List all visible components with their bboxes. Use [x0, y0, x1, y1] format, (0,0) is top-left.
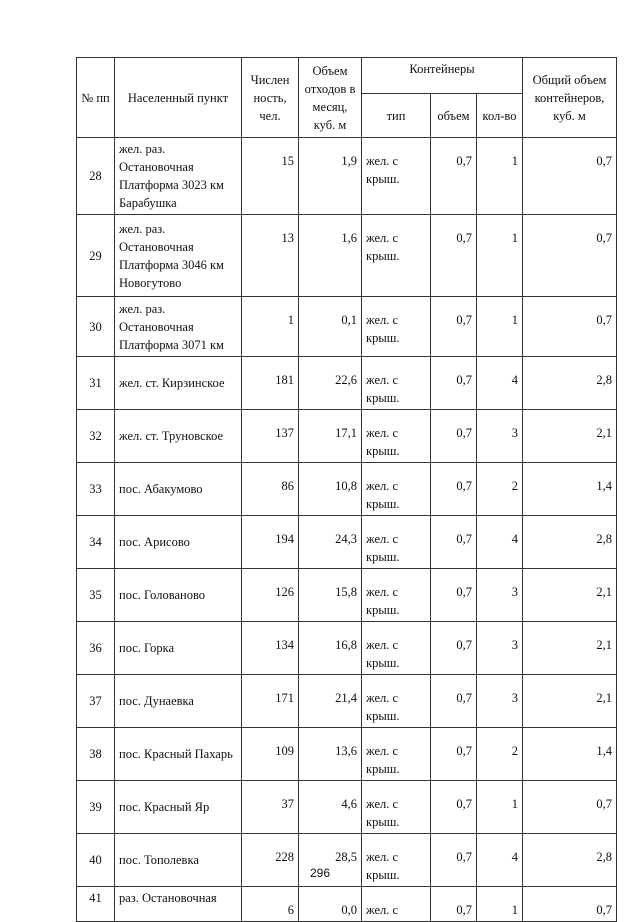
table-row — [77, 887, 617, 922]
population: 228 — [242, 834, 299, 887]
total-container-volume: 0,7 — [523, 887, 617, 922]
row-number: 40 — [77, 834, 115, 887]
row-number: 28 — [77, 138, 115, 215]
population: 171 — [242, 675, 299, 728]
population: 13 — [242, 215, 299, 297]
waste-volume: 1,6 — [299, 215, 362, 297]
row-number: 34 — [77, 516, 115, 569]
total-container-volume: 2,1 — [523, 569, 617, 622]
container-type: жел. с крыш. — [362, 410, 431, 463]
population: 181 — [242, 357, 299, 410]
row-number: 29 — [77, 215, 115, 297]
container-type: жел. с крыш. — [362, 781, 431, 834]
waste-volume: 17,1 — [299, 410, 362, 463]
settlement-name: жел. ст. Труновское — [115, 410, 242, 463]
row-number: 33 — [77, 463, 115, 516]
settlement-name: пос. Тополевка — [115, 834, 242, 887]
table-row — [77, 516, 617, 569]
row-number: 31 — [77, 357, 115, 410]
table-row — [77, 463, 617, 516]
row-number: 36 — [77, 622, 115, 675]
container-volume: 0,7 — [431, 463, 477, 516]
container-count: 3 — [477, 569, 523, 622]
container-count: 3 — [477, 675, 523, 728]
population: 126 — [242, 569, 299, 622]
header-container-volume: объем — [431, 94, 477, 138]
container-type: жел. с крыш. — [362, 138, 431, 215]
container-volume: 0,7 — [431, 516, 477, 569]
row-number: 32 — [77, 410, 115, 463]
settlement-name: пос. Голованово — [115, 569, 242, 622]
population: 86 — [242, 463, 299, 516]
container-count: 1 — [477, 297, 523, 357]
total-container-volume: 2,8 — [523, 834, 617, 887]
container-volume: 0,7 — [431, 622, 477, 675]
waste-volume: 0,0 — [299, 887, 362, 922]
container-volume: 0,7 — [431, 675, 477, 728]
header-container-type: тип — [362, 94, 431, 138]
container-volume: 0,7 — [431, 887, 477, 922]
total-container-volume: 2,1 — [523, 410, 617, 463]
container-type: жел. с крыш. — [362, 463, 431, 516]
waste-volume: 15,8 — [299, 569, 362, 622]
settlement-name: жел. раз. Остановочная Платформа 3071 км — [115, 297, 242, 357]
settlement-name: жел. раз. Остановочная Платформа 3046 км Новогутово — [115, 215, 242, 297]
population: 194 — [242, 516, 299, 569]
header-settlement: Населенный пункт — [115, 58, 242, 138]
container-volume: 0,7 — [431, 834, 477, 887]
container-type: жел. с крыш. — [362, 728, 431, 781]
container-volume: 0,7 — [431, 728, 477, 781]
total-container-volume: 0,7 — [523, 215, 617, 297]
total-container-volume: 2,8 — [523, 357, 617, 410]
container-count: 1 — [477, 215, 523, 297]
page-number: 296 — [309, 866, 331, 880]
container-volume: 0,7 — [431, 410, 477, 463]
row-number: 39 — [77, 781, 115, 834]
container-volume: 0,7 — [431, 357, 477, 410]
header-population: Числен ность, чел. — [242, 58, 299, 138]
container-count: 1 — [477, 781, 523, 834]
header-total-volume: Общий объем контейнеров, куб. м — [523, 58, 617, 138]
container-type: жел. с крыш. — [362, 516, 431, 569]
table-row — [77, 569, 617, 622]
total-container-volume: 1,4 — [523, 728, 617, 781]
table-row — [77, 410, 617, 463]
waste-volume: 1,9 — [299, 138, 362, 215]
container-count: 2 — [477, 463, 523, 516]
header-containers: Контейнеры — [362, 58, 523, 94]
waste-volume: 24,3 — [299, 516, 362, 569]
table-row — [77, 675, 617, 728]
settlement-name: жел. раз. Остановочная Платформа 3023 км Барабушка — [115, 138, 242, 215]
waste-volume: 22,6 — [299, 357, 362, 410]
population: 6 — [242, 887, 299, 922]
container-count: 4 — [477, 357, 523, 410]
settlement-name: пос. Красный Яр — [115, 781, 242, 834]
container-volume: 0,7 — [431, 215, 477, 297]
population: 37 — [242, 781, 299, 834]
total-container-volume: 0,7 — [523, 297, 617, 357]
container-type: жел. с — [362, 887, 431, 922]
table-body — [77, 138, 617, 922]
row-number: 37 — [77, 675, 115, 728]
waste-volume: 4,6 — [299, 781, 362, 834]
settlement-name: пос. Дунаевка — [115, 675, 242, 728]
waste-table — [76, 57, 617, 922]
container-type: жел. с крыш. — [362, 357, 431, 410]
waste-volume: 21,4 — [299, 675, 362, 728]
container-count: 2 — [477, 728, 523, 781]
total-container-volume: 2,1 — [523, 622, 617, 675]
table-row — [77, 728, 617, 781]
waste-volume: 16,8 — [299, 622, 362, 675]
container-count: 4 — [477, 516, 523, 569]
container-count: 4 — [477, 834, 523, 887]
table-row — [77, 357, 617, 410]
row-number: 30 — [77, 297, 115, 357]
row-number: 35 — [77, 569, 115, 622]
container-type: жел. с крыш. — [362, 215, 431, 297]
row-number: 38 — [77, 728, 115, 781]
header-container-count: кол-во — [477, 94, 523, 138]
population: 1 — [242, 297, 299, 357]
total-container-volume: 2,1 — [523, 675, 617, 728]
settlement-name: жел. ст. Кирзинское — [115, 357, 242, 410]
container-type: жел. с крыш. — [362, 834, 431, 887]
total-container-volume: 2,8 — [523, 516, 617, 569]
total-container-volume: 1,4 — [523, 463, 617, 516]
waste-volume: 10,8 — [299, 463, 362, 516]
container-type: жел. с крыш. — [362, 569, 431, 622]
table-row — [77, 781, 617, 834]
population: 137 — [242, 410, 299, 463]
container-volume: 0,7 — [431, 138, 477, 215]
settlement-name: пос. Горка — [115, 622, 242, 675]
table-row — [77, 138, 617, 215]
settlement-name: пос. Абакумово — [115, 463, 242, 516]
total-container-volume: 0,7 — [523, 138, 617, 215]
container-volume: 0,7 — [431, 297, 477, 357]
container-volume: 0,7 — [431, 781, 477, 834]
waste-volume: 0,1 — [299, 297, 362, 357]
container-count: 1 — [477, 887, 523, 922]
header-num: № пп — [77, 58, 115, 138]
settlement-name: раз. Остановочная — [115, 887, 242, 922]
header-waste-volume: Объем отходов в месяц, куб. м — [299, 58, 362, 138]
settlement-name: пос. Арисово — [115, 516, 242, 569]
total-container-volume: 0,7 — [523, 781, 617, 834]
table-row — [77, 215, 617, 297]
table-row — [77, 622, 617, 675]
row-number: 41 — [77, 887, 115, 922]
container-type: жел. с крыш. — [362, 297, 431, 357]
container-count: 3 — [477, 622, 523, 675]
container-count: 3 — [477, 410, 523, 463]
settlement-name: пос. Красный Пахарь — [115, 728, 242, 781]
population: 134 — [242, 622, 299, 675]
population: 15 — [242, 138, 299, 215]
table-row — [77, 297, 617, 357]
waste-volume: 28,5 — [299, 834, 362, 887]
population: 109 — [242, 728, 299, 781]
waste-volume: 13,6 — [299, 728, 362, 781]
container-type: жел. с крыш. — [362, 622, 431, 675]
container-volume: 0,7 — [431, 569, 477, 622]
container-count: 1 — [477, 138, 523, 215]
container-type: жел. с крыш. — [362, 675, 431, 728]
